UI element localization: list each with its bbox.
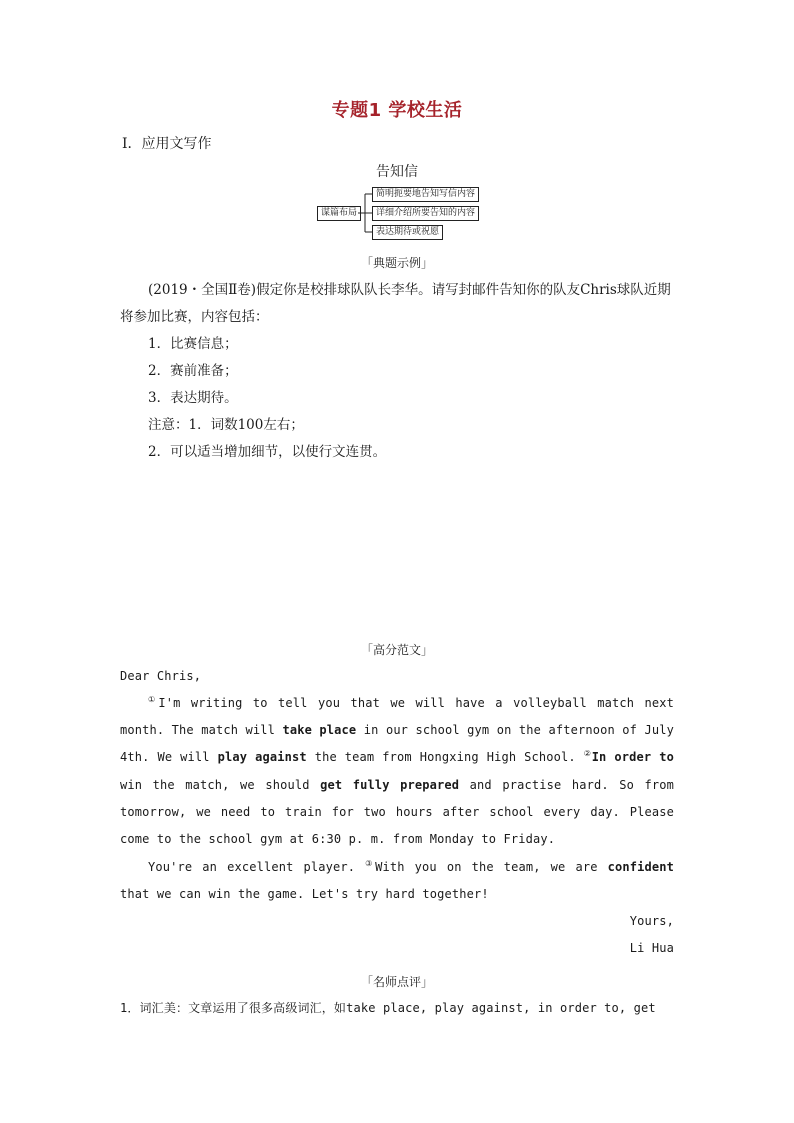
- text: and practise hard. So from tomorrow, we need to train for two hours after school every day. Please come to the school gym at 6:30 p. m. from Monday to Friday.: [120, 777, 674, 847]
- text: that we can win the game. Let's try hard together!: [120, 887, 489, 902]
- mindmap-root: 谋篇布局: [317, 206, 361, 221]
- comment-text: 1．词汇美：文章运用了很多高级词汇，如take place, play against, in order to, get: [120, 1001, 656, 1015]
- text: in our school gym on the afternoon of July 4th. We will: [120, 723, 674, 765]
- text: I'm writing to tell you that we will have a volleyball match next month. The match will: [120, 696, 674, 738]
- task-point: 3．表达期待。: [148, 390, 238, 406]
- letter-signature: Li Hua: [629, 941, 674, 955]
- letter-paragraph-1: [120, 690, 674, 853]
- text: the team from Hongxing High School.: [306, 750, 584, 765]
- section-heading: Ⅰ．应用文写作: [122, 136, 212, 152]
- letter-closing: Yours,: [629, 914, 674, 928]
- mindmap-item: 详细介绍所要告知的内容: [372, 206, 479, 221]
- text: With you on the team, we are: [375, 860, 608, 874]
- task-point: 2．赛前准备；: [148, 363, 238, 379]
- highlight-phrase: get fully prepared: [320, 777, 460, 792]
- text: You're an excellent player.: [148, 860, 366, 874]
- letter-greeting: Dear Chris,: [120, 669, 202, 683]
- task-prompt: (2019・全国Ⅱ卷)假定你是校排球队队长李华。请写封邮件告知你的队友Chris球队近期将参加比赛，内容包括：: [120, 282, 671, 325]
- highlight-phrase: take place: [282, 723, 357, 738]
- marker-3: ③: [365, 859, 376, 868]
- highlight-phrase: confident: [607, 860, 674, 874]
- text: win the match, we should: [120, 777, 321, 792]
- marker-2: ②: [583, 749, 592, 759]
- example-label: 「典题示例」: [360, 256, 433, 270]
- task-point: 1．比赛信息；: [148, 336, 238, 352]
- mindmap-item: 表达期待或祝愿: [372, 225, 443, 240]
- task-note: 2．可以适当增加细节，以使行文连贯。: [148, 444, 387, 460]
- marker-1: ①: [148, 695, 159, 704]
- highlight-phrase: In order to: [591, 750, 674, 765]
- mindmap-item: 简明扼要地告知写信内容: [372, 187, 479, 202]
- page-title: 专题1 学校生活: [331, 100, 463, 121]
- task-note: 注意：1．词数100左右；: [148, 417, 304, 433]
- highlight-phrase: play against: [217, 750, 307, 765]
- model-label: 「高分范文」: [360, 643, 433, 657]
- letter-paragraph-2: [120, 854, 674, 908]
- subtitle: 告知信: [376, 164, 418, 180]
- comment-label: 「名师点评」: [360, 975, 433, 989]
